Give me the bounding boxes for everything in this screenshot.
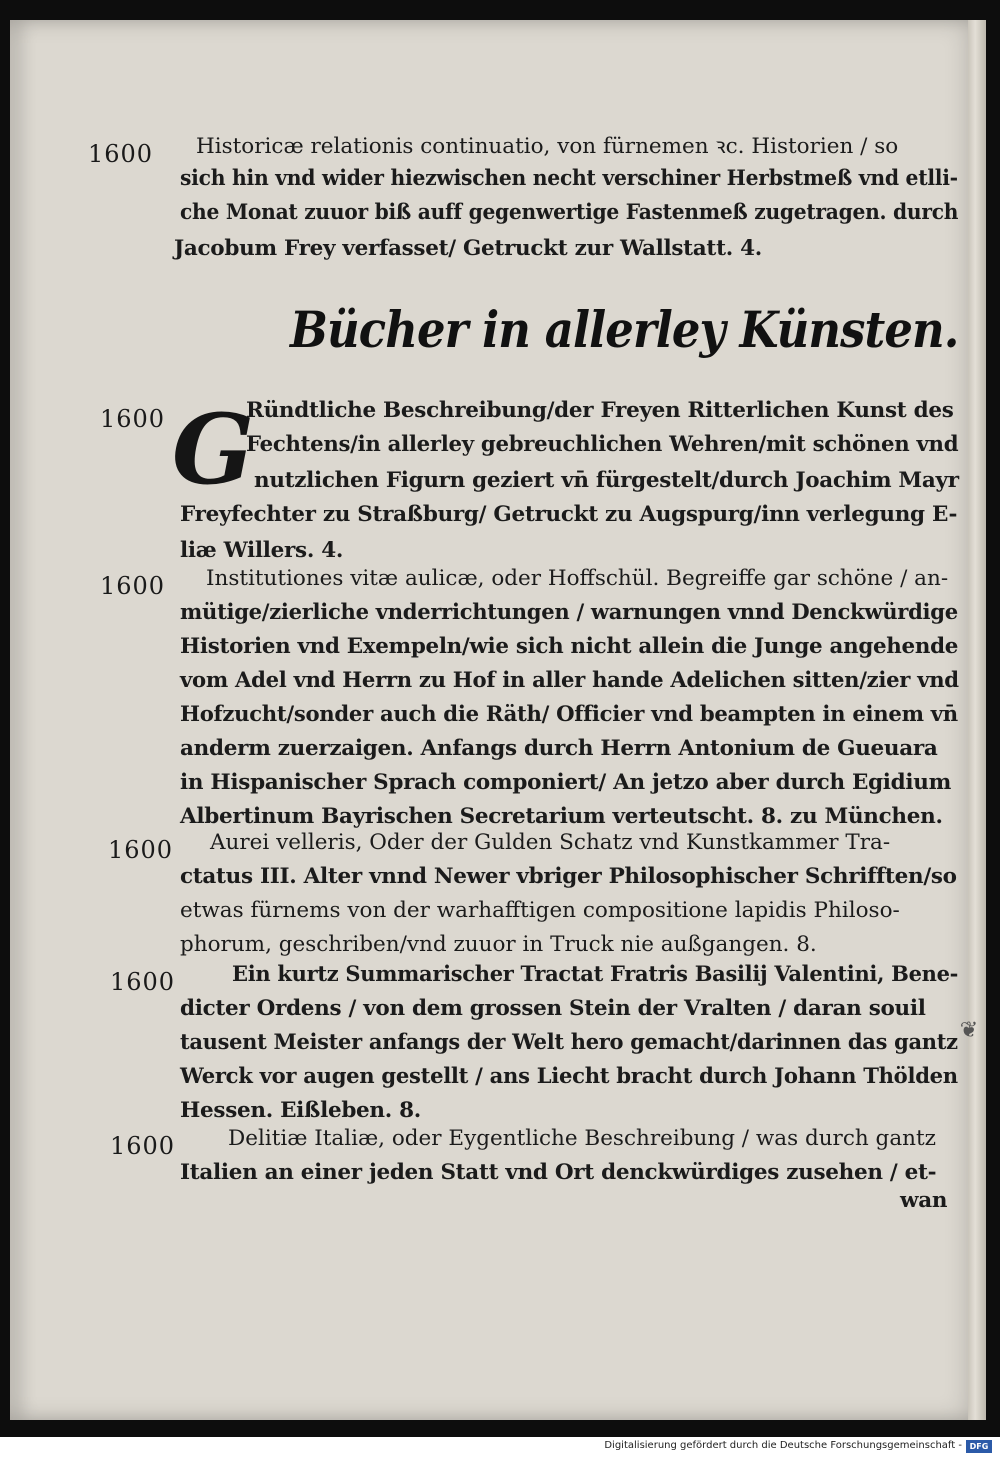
flower-ornament-icon: ❦ [959, 1018, 979, 1043]
entry-line: phorum, geschriben/vnd zuuor in Truck nie außgangen. 8. [180, 932, 817, 957]
catchword: wan [900, 1188, 948, 1213]
entry-line: Hessen. Eißleben. 8. [180, 1098, 421, 1123]
entry-line: Ründtliche Beschreibung/der Freyen Ritterlichen Kunst des [246, 398, 954, 423]
entry-line: mütige/zierliche vnderrichtungen / warnungen vnnd Denckwürdige [180, 600, 958, 625]
entry-line: Albertinum Bayrischen Secretarium verteutscht. 8. zu München. [180, 804, 943, 829]
entry-year: 1600 [110, 968, 176, 996]
entry-line: ctatus III. Alter vnnd Newer vbriger Philosophischer Schrifften/so [180, 864, 957, 889]
entry-line: etwas fürnems von der warhafftigen compositione lapidis Philoso- [180, 898, 900, 923]
entry-line: Historien vnd Exempeln/wie sich nicht allein die Junge angehende [180, 634, 959, 659]
entry-line: nutzlichen Figurn geziert vn̄ fürgestelt/durch Joachim Mayr [254, 468, 959, 493]
dfg-logo[interactable]: DFG [966, 1440, 992, 1453]
entry-line: Fechtens/in allerley gebreuchlichen Wehren/mit schönen vnd [246, 432, 959, 457]
entry-line: Institutiones vitæ aulicæ, oder Hoffschül. Begreiffe gar schöne / an- [206, 566, 949, 591]
entry-year: 1600 [110, 1132, 176, 1160]
entry-year: 1600 [88, 140, 154, 168]
entry-line: Werck vor augen gestellt / ans Liecht bracht durch Johann Thölden [180, 1064, 958, 1089]
entry-year: 1600 [100, 405, 166, 433]
entry-line: Italien an einer jeden Statt vnd Ort denckwürdiges zusehen / et- [180, 1160, 937, 1185]
entry-line: che Monat zuuor biß auff gegenwertige Fastenmeß zugetragen. durch [180, 200, 959, 225]
entry-line: tausent Meister anfangs der Welt hero gemacht/darinnen das gantz [180, 1030, 958, 1055]
page-edge [968, 20, 986, 1420]
entry-line: Historicæ relationis continuatio, von fürnemen ꝛc. Historien / so [196, 134, 899, 159]
drop-cap: G [172, 393, 254, 506]
entry-year: 1600 [108, 836, 174, 864]
entry-year: 1600 [100, 572, 166, 600]
entry-line: Hofzucht/sonder auch die Räth/ Officier vnd beampten in einem vn̄ [180, 702, 958, 727]
entry-line: dicter Ordens / von dem grossen Stein der Vralten / daran souil [180, 996, 926, 1021]
entry-line: Aurei velleris, Oder der Gulden Schatz vnd Kunstkammer Tra- [210, 830, 891, 855]
section-heading: Bücher in allerley Künsten. [290, 300, 959, 359]
entry-line: in Hispanischer Sprach componiert/ An jetzo aber durch Egidium [180, 770, 952, 795]
entry-line: Jacobum Frey verfasset/ Getruckt zur Wallstatt. 4. [174, 236, 762, 261]
entry-line: Freyfechter zu Straßburg/ Getruckt zu Augspurg/inn verlegung E- [180, 502, 958, 527]
entry-line: vom Adel vnd Herrn zu Hof in aller hande Adelichen sitten/zier vnd [180, 668, 959, 693]
entry-line: Delitiæ Italiæ, oder Eygentliche Beschreibung / was durch gantz [228, 1126, 936, 1151]
footer-credit: Digitalisierung gefördert durch die Deutsche Forschungsgemeinschaft - [604, 1440, 962, 1451]
entry-line: anderm zuerzaigen. Anfangs durch Herrn Antonium de Gueuara [180, 736, 938, 761]
entry-line: sich hin vnd wider hiezwischen necht verschiner Herbstmeß vnd etlli- [180, 166, 958, 191]
entry-line: liæ Willers. 4. [180, 538, 344, 563]
entry-line: Ein kurtz Summarischer Tractat Fratris Basilij Valentini, Bene- [232, 962, 959, 987]
